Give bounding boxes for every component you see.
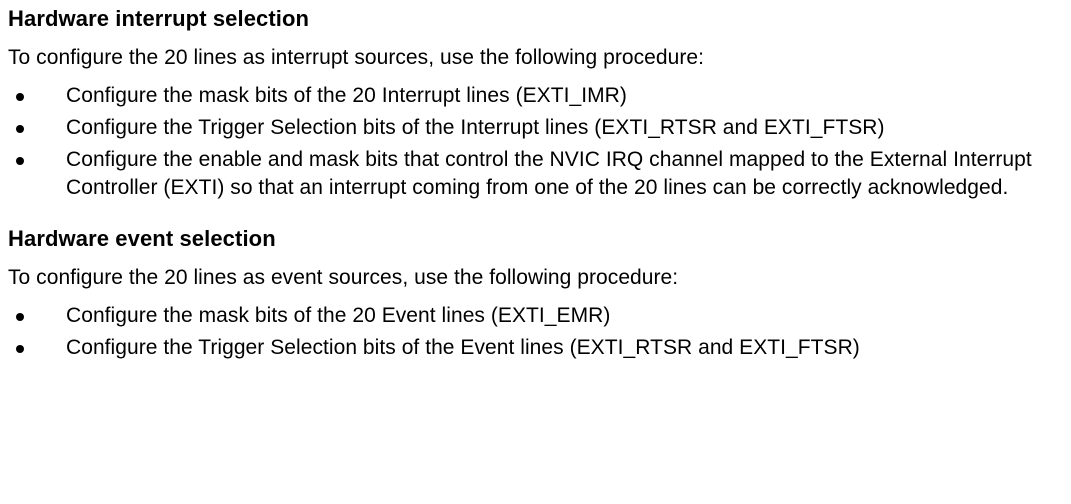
section-heading-hardware-event-selection: Hardware event selection [8, 226, 276, 251]
bullet-dot-icon [16, 157, 24, 165]
spacer [8, 254, 1063, 264]
list-item [8, 82, 1063, 110]
section-intro-hardware-interrupt-selection: To configure the 20 lines as interrupt sources, use the following procedure: [8, 46, 705, 69]
bullet-list-interrupt [8, 82, 1063, 202]
spacer [8, 72, 1063, 82]
list-item [8, 334, 1063, 362]
list-item [8, 114, 1063, 142]
spacer [8, 206, 1063, 224]
section-heading-hardware-interrupt-selection: Hardware interrupt selection [8, 6, 310, 31]
bullet-dot-icon [16, 125, 24, 133]
list-item-text: Configure the mask bits of the 20 Interrupt lines (EXTI_IMR) [66, 84, 627, 107]
spacer [8, 292, 1063, 302]
list-item-text: Configure the mask bits of the 20 Event lines (EXTI_EMR) [66, 304, 611, 327]
list-item-text: Configure the Trigger Selection bits of the Interrupt lines (EXTI_RTSR and EXTI_FTSR) [66, 116, 885, 139]
bullet-dot-icon [16, 93, 24, 101]
bullet-list-event [8, 302, 1063, 362]
bullet-dot-icon [16, 313, 24, 321]
list-item-text: Configure the enable and mask bits that control the NVIC IRQ channel mapped to the External Interrupt Controller (EXTI) so that an interrupt coming from one of the 20 lines can be correctly acknowledged. [66, 148, 1032, 199]
bullet-dot-icon [16, 345, 24, 353]
list-item-text: Configure the Trigger Selection bits of the Event lines (EXTI_RTSR and EXTI_FTSR) [66, 336, 860, 359]
list-item [8, 146, 1063, 202]
list-item [8, 302, 1063, 330]
section-intro-hardware-event-selection: To configure the 20 lines as event sources, use the following procedure: [8, 266, 679, 289]
spacer [8, 34, 1063, 44]
